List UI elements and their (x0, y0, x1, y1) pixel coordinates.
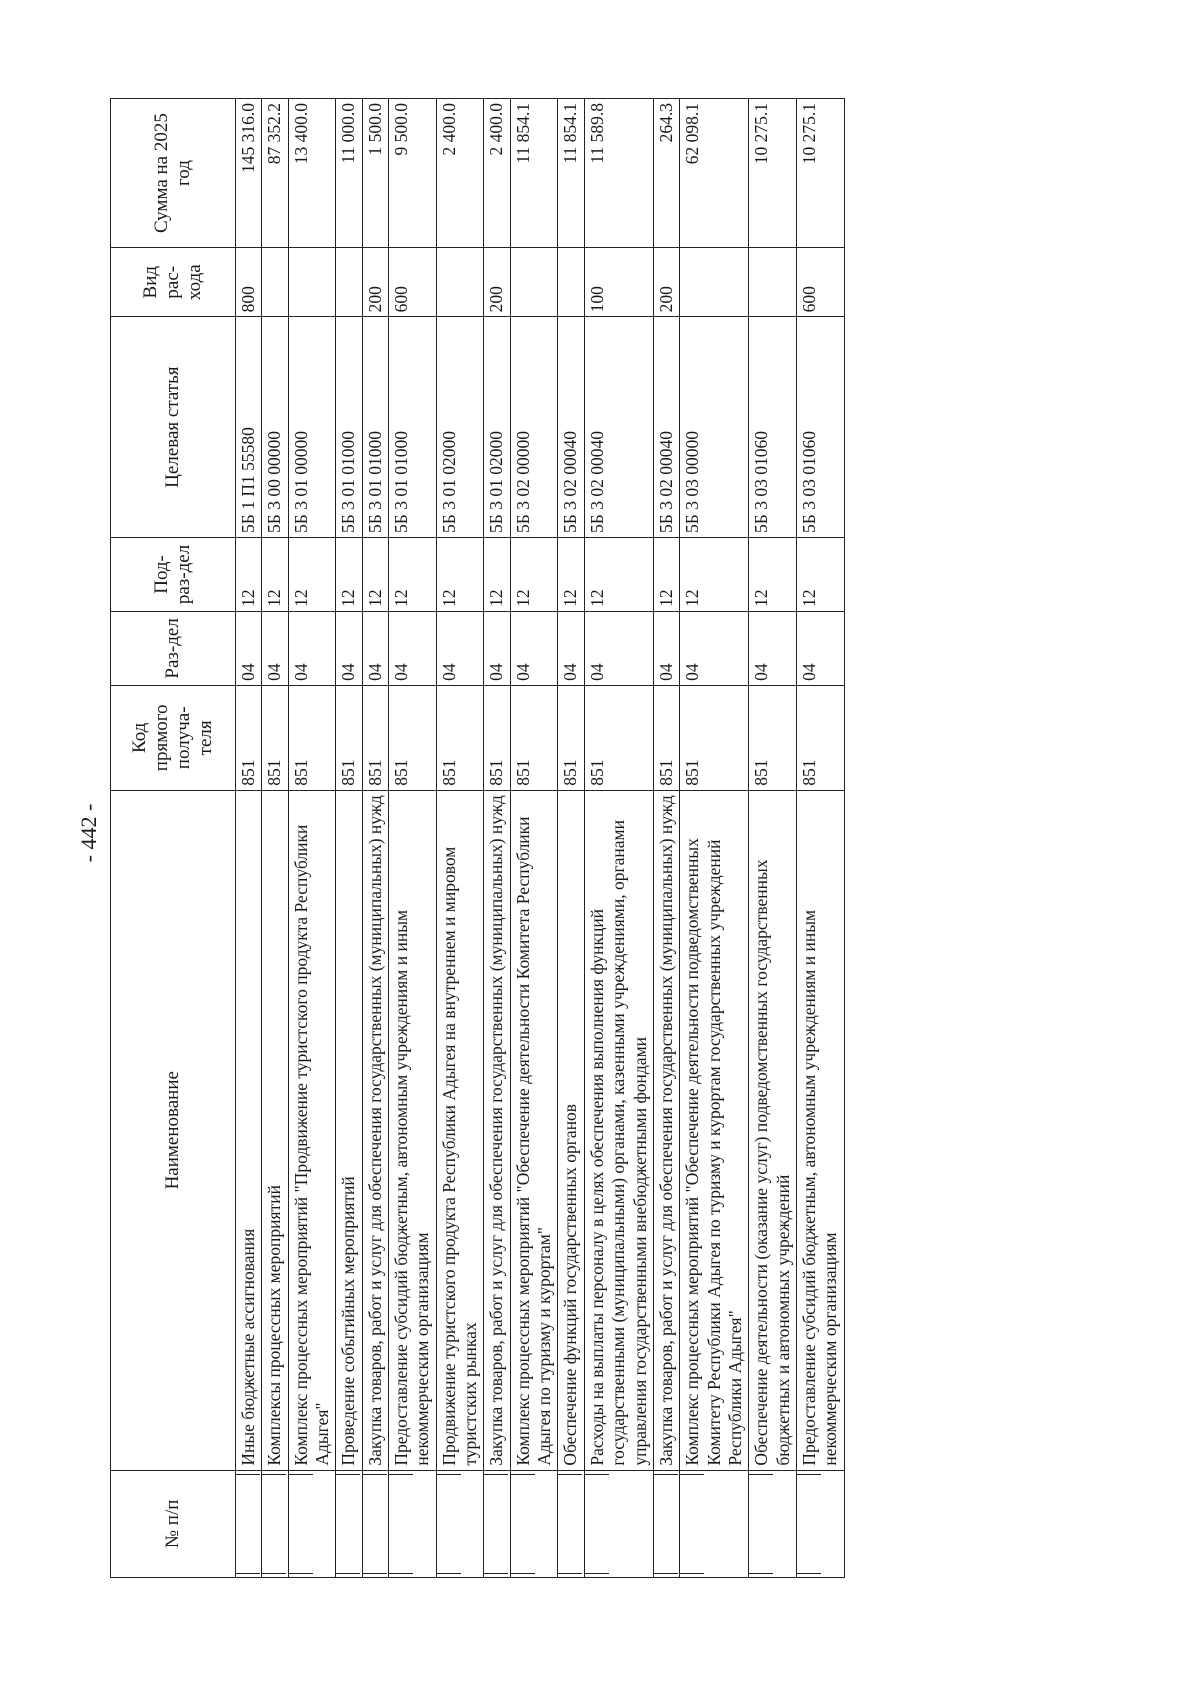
cell-expense-type (262, 248, 288, 317)
cell-amount: 2 400.0 (436, 99, 484, 248)
cell-recipient-code: 851 (336, 685, 362, 790)
cell-recipient-code: 851 (796, 685, 844, 790)
cell-amount: 145 316.0 (236, 99, 262, 248)
header-subsection: Под-раз-дел (111, 537, 236, 611)
cell-num (653, 1470, 679, 1577)
cell-subsection: 12 (680, 537, 749, 611)
cell-name: Закупка товаров, работ и услуг для обеспечения государственных (муниципальных) нужд (362, 790, 388, 1470)
cell-name: Комплекс процессных мероприятий "Обеспечение деятельности Комитета Республики Адыгея по туризму и курортам" (510, 790, 558, 1470)
num-cell-inner-rule (680, 1474, 704, 1574)
cell-name: Комплексы процессных мероприятий (262, 790, 288, 1470)
table-row (558, 99, 584, 1578)
cell-section: 04 (584, 611, 653, 685)
num-cell-inner-rule (585, 1474, 609, 1574)
cell-expense-type (336, 248, 362, 317)
cell-subsection: 12 (389, 537, 437, 611)
num-cell-inner-rule (289, 1474, 313, 1574)
table-row (510, 99, 558, 1578)
cell-section: 04 (436, 611, 484, 685)
cell-name: Продвижение туристского продукта Республики Адыгея на внутреннем и мировом туристских рынках (436, 790, 484, 1470)
table-row (362, 99, 388, 1578)
num-cell-inner-rule (363, 1474, 387, 1574)
cell-recipient-code: 851 (484, 685, 510, 790)
cell-name: Предоставление субсидий бюджетным, автономным учреждениям и иным некоммерческим организациям (389, 790, 437, 1470)
cell-expense-type (749, 248, 797, 317)
num-cell-inner-rule (511, 1474, 535, 1574)
cell-expense-type: 600 (389, 248, 437, 317)
table-row (796, 99, 844, 1578)
cell-expense-type: 800 (236, 248, 262, 317)
cell-subsection: 12 (262, 537, 288, 611)
cell-num (362, 1470, 388, 1577)
cell-target: 5Б 3 00 00000 (262, 317, 288, 538)
cell-target: 5Б 3 03 01060 (796, 317, 844, 538)
cell-num (389, 1470, 437, 1577)
cell-amount: 11 589.8 (584, 99, 653, 248)
cell-amount: 11 854.1 (558, 99, 584, 248)
table-row (288, 99, 336, 1578)
cell-amount: 1 500.0 (362, 99, 388, 248)
cell-amount: 2 400.0 (484, 99, 510, 248)
header-recipient-code: Код прямого получа-теля (111, 685, 236, 790)
cell-expense-type (436, 248, 484, 317)
cell-section: 04 (796, 611, 844, 685)
num-cell-inner-rule (654, 1474, 678, 1574)
cell-expense-type: 200 (653, 248, 679, 317)
cell-target: 5Б 3 01 02000 (436, 317, 484, 538)
cell-name: Комплекс процессных мероприятий "Обеспечение деятельности подведомственных Комитету Республики Адыгея по туризму и курортам государственных учреждений Республики Адыгея" (680, 790, 749, 1470)
table-row (236, 99, 262, 1578)
cell-section: 04 (749, 611, 797, 685)
table-row (584, 99, 653, 1578)
table-row (389, 99, 437, 1578)
cell-target: 5Б 3 02 00040 (653, 317, 679, 538)
cell-section: 04 (484, 611, 510, 685)
cell-name: Комплекс процессных мероприятий "Продвижение туристского продукта Республики Адыгея" (288, 790, 336, 1470)
cell-name: Предоставление субсидий бюджетным, автономным учреждениям и иным некоммерческим организациям (796, 790, 844, 1470)
cell-recipient-code: 851 (510, 685, 558, 790)
cell-num (749, 1470, 797, 1577)
table-row (653, 99, 679, 1578)
cell-subsection: 12 (288, 537, 336, 611)
cell-subsection: 12 (653, 537, 679, 611)
cell-num (484, 1470, 510, 1577)
cell-amount: 11 000.0 (336, 99, 362, 248)
cell-name: Иные бюджетные ассигнования (236, 790, 262, 1470)
cell-target: 5Б 3 01 00000 (288, 317, 336, 538)
cell-recipient-code: 851 (436, 685, 484, 790)
cell-section: 04 (288, 611, 336, 685)
cell-target: 5Б 3 01 01000 (336, 317, 362, 538)
cell-num (262, 1470, 288, 1577)
cell-recipient-code: 851 (288, 685, 336, 790)
cell-num (584, 1470, 653, 1577)
table-row (484, 99, 510, 1578)
num-cell-inner-rule (389, 1474, 413, 1574)
cell-subsection: 12 (558, 537, 584, 611)
cell-recipient-code: 851 (558, 685, 584, 790)
cell-amount: 11 854.1 (510, 99, 558, 248)
cell-section: 04 (389, 611, 437, 685)
cell-target: 5Б 3 01 02000 (484, 317, 510, 538)
cell-target: 5Б 3 02 00040 (584, 317, 653, 538)
cell-name: Обеспечение функций государственных органов (558, 790, 584, 1470)
table-row (336, 99, 362, 1578)
cell-target: 5Б 3 03 01060 (749, 317, 797, 538)
cell-subsection: 12 (584, 537, 653, 611)
cell-recipient-code: 851 (389, 685, 437, 790)
cell-recipient-code: 851 (653, 685, 679, 790)
cell-subsection: 12 (510, 537, 558, 611)
cell-subsection: 12 (749, 537, 797, 611)
num-cell-inner-rule (797, 1474, 821, 1574)
cell-subsection: 12 (436, 537, 484, 611)
cell-target: 5Б 3 03 00000 (680, 317, 749, 538)
header-section: Раз-дел (111, 611, 236, 685)
budget-table (110, 98, 845, 1578)
cell-section: 04 (680, 611, 749, 685)
cell-expense-type (680, 248, 749, 317)
cell-num (336, 1470, 362, 1577)
cell-expense-type (288, 248, 336, 317)
cell-num (680, 1470, 749, 1577)
cell-section: 04 (236, 611, 262, 685)
cell-section: 04 (336, 611, 362, 685)
num-cell-inner-rule (336, 1474, 360, 1574)
cell-name: Расходы на выплаты персоналу в целях обеспечения выполнения функций государственными (муниципальными) органами, казенными учреждениями, органами управления государственными внебюджетными фондами (584, 790, 653, 1470)
cell-name: Закупка товаров, работ и услуг для обеспечения государственных (муниципальных) нужд (653, 790, 679, 1470)
cell-recipient-code: 851 (236, 685, 262, 790)
cell-amount: 9 500.0 (389, 99, 437, 248)
cell-num (796, 1470, 844, 1577)
cell-expense-type (510, 248, 558, 317)
cell-expense-type: 100 (584, 248, 653, 317)
cell-section: 04 (362, 611, 388, 685)
cell-target: 5Б 3 01 01000 (389, 317, 437, 538)
cell-target: 5Б 3 02 00040 (558, 317, 584, 538)
cell-amount: 10 275.1 (749, 99, 797, 248)
cell-subsection: 12 (336, 537, 362, 611)
header-name: Наименование (111, 790, 236, 1470)
cell-section: 04 (653, 611, 679, 685)
num-cell-inner-rule (437, 1474, 461, 1574)
num-cell-inner-rule (558, 1474, 582, 1574)
cell-num (558, 1470, 584, 1577)
cell-expense-type: 200 (484, 248, 510, 317)
header-num: № п/п (111, 1470, 236, 1577)
table-row (749, 99, 797, 1578)
cell-recipient-code: 851 (680, 685, 749, 790)
header-expense-type: Вид рас-хода (111, 248, 236, 317)
cell-subsection: 12 (362, 537, 388, 611)
cell-subsection: 12 (796, 537, 844, 611)
cell-target: 5Б 1 П1 55580 (236, 317, 262, 538)
cell-amount: 264.3 (653, 99, 679, 248)
cell-name: Закупка товаров, работ и услуг для обеспечения государственных (муниципальных) нужд (484, 790, 510, 1470)
num-cell-inner-rule (262, 1474, 286, 1574)
cell-recipient-code: 851 (362, 685, 388, 790)
cell-amount: 87 352.2 (262, 99, 288, 248)
num-cell-inner-rule (484, 1474, 508, 1574)
cell-expense-type: 200 (362, 248, 388, 317)
cell-subsection: 12 (484, 537, 510, 611)
cell-target: 5Б 3 01 01000 (362, 317, 388, 538)
cell-amount: 10 275.1 (796, 99, 844, 248)
table-body (236, 99, 845, 1578)
cell-recipient-code: 851 (749, 685, 797, 790)
cell-amount: 13 400.0 (288, 99, 336, 248)
num-cell-inner-rule (749, 1474, 773, 1574)
cell-amount: 62 098.1 (680, 99, 749, 248)
table-header-row (111, 99, 236, 1578)
cell-num (236, 1470, 262, 1577)
cell-section: 04 (262, 611, 288, 685)
page-number: - 442 - (76, 803, 101, 863)
cell-num (510, 1470, 558, 1577)
cell-section: 04 (510, 611, 558, 685)
cell-num (288, 1470, 336, 1577)
cell-recipient-code: 851 (262, 685, 288, 790)
cell-expense-type (558, 248, 584, 317)
cell-subsection: 12 (236, 537, 262, 611)
header-amount: Сумма на 2025 год (111, 99, 236, 248)
table-row (680, 99, 749, 1578)
table-row (436, 99, 484, 1578)
cell-target: 5Б 3 02 00000 (510, 317, 558, 538)
cell-recipient-code: 851 (584, 685, 653, 790)
cell-expense-type: 600 (796, 248, 844, 317)
cell-name: Проведение событийных мероприятий (336, 790, 362, 1470)
cell-section: 04 (558, 611, 584, 685)
table-row (262, 99, 288, 1578)
num-cell-inner-rule (236, 1474, 260, 1574)
cell-name: Обеспечение деятельности (оказание услуг) подведомственных государственных бюджетных и автономных учреждений (749, 790, 797, 1470)
header-target: Целевая статья (111, 317, 236, 538)
cell-num (436, 1470, 484, 1577)
